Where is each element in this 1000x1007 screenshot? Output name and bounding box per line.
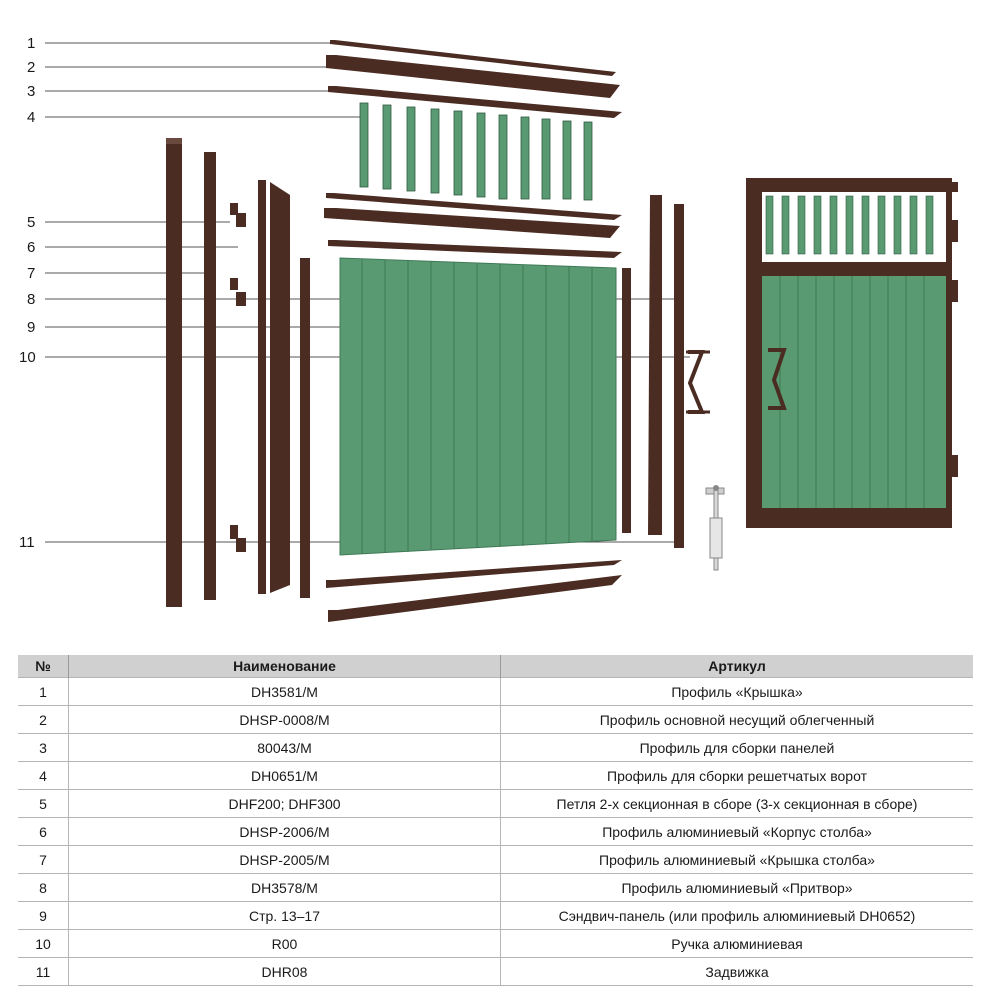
callout-10: 10 [19,349,36,366]
cell-name: DHR08 [69,958,501,986]
callout-2: 2 [27,59,36,76]
table-row [18,762,973,790]
cell-num: 11 [18,958,69,986]
cell-name: DHF200; DHF300 [69,790,501,818]
callout-9: 9 [27,319,36,336]
table-row [18,958,973,986]
cell-num: 3 [18,734,69,762]
top-profiles [326,40,622,118]
table-row [18,734,973,762]
cell-num: 7 [18,846,69,874]
callout-6: 6 [27,239,36,256]
cell-num: 2 [18,706,69,734]
cell-name: DH0651/M [69,762,501,790]
callout-5: 5 [27,214,36,231]
cell-name: DHSP-0008/M [69,706,501,734]
table-row [18,678,973,706]
cell-article: Профиль для сборки решетчатых ворот [501,762,974,790]
bottom-profiles [326,560,622,622]
table-row [18,846,973,874]
callout-1: 1 [27,35,36,52]
callout-8: 8 [27,291,36,308]
cell-article: Профиль «Крышка» [501,678,974,706]
callout-3: 3 [27,83,36,100]
cell-article: Профиль алюминиевый «Корпус столба» [501,818,974,846]
post-cover [204,152,216,600]
cell-num: 8 [18,874,69,902]
cell-name: 80043/M [69,734,501,762]
table-row [18,790,973,818]
cell-article: Петля 2-х секционная в сборе (3-х секционная в сборе) [501,790,974,818]
sandwich-panel [340,258,616,555]
cell-name: DH3578/M [69,874,501,902]
cell-article: Ручка алюминиевая [501,930,974,958]
cell-article: Профиль основной несущий облегченный [501,706,974,734]
table-row [18,706,973,734]
callout-numbers [19,35,36,551]
cell-num: 9 [18,902,69,930]
table-row [18,902,973,930]
header-num: № [18,655,69,678]
hinges [230,203,246,552]
callout-11: 11 [19,534,35,551]
table-row [18,930,973,958]
right-profiles [622,195,684,548]
cell-name: R00 [69,930,501,958]
cell-num: 1 [18,678,69,706]
latch [706,485,724,570]
handle [686,352,710,412]
cell-name: Стр. 13–17 [69,902,501,930]
cell-article: Профиль алюминиевый «Крышка столба» [501,846,974,874]
parts-table [18,655,973,986]
lattice-bars [360,103,592,200]
cell-num: 4 [18,762,69,790]
callout-7: 7 [27,265,36,282]
callout-4: 4 [27,109,36,126]
table-row [18,818,973,846]
cell-num: 5 [18,790,69,818]
cell-name: DHSP-2006/M [69,818,501,846]
cell-article: Профиль алюминиевый «Притвор» [501,874,974,902]
table-header-row [18,655,973,678]
header-name: Наименование [69,655,501,678]
post-body [166,142,182,607]
cell-name: DH3581/M [69,678,501,706]
cell-num: 6 [18,818,69,846]
cell-name: DHSP-2005/M [69,846,501,874]
middle-profiles [324,193,622,258]
cell-num: 10 [18,930,69,958]
table-row [18,874,973,902]
assembled-gate [746,178,958,528]
cell-article: Сэндвич-панель (или профиль алюминиевый DH0652) [501,902,974,930]
header-article: Артикул [501,655,974,678]
cell-article: Задвижка [501,958,974,986]
cell-article: Профиль для сборки панелей [501,734,974,762]
